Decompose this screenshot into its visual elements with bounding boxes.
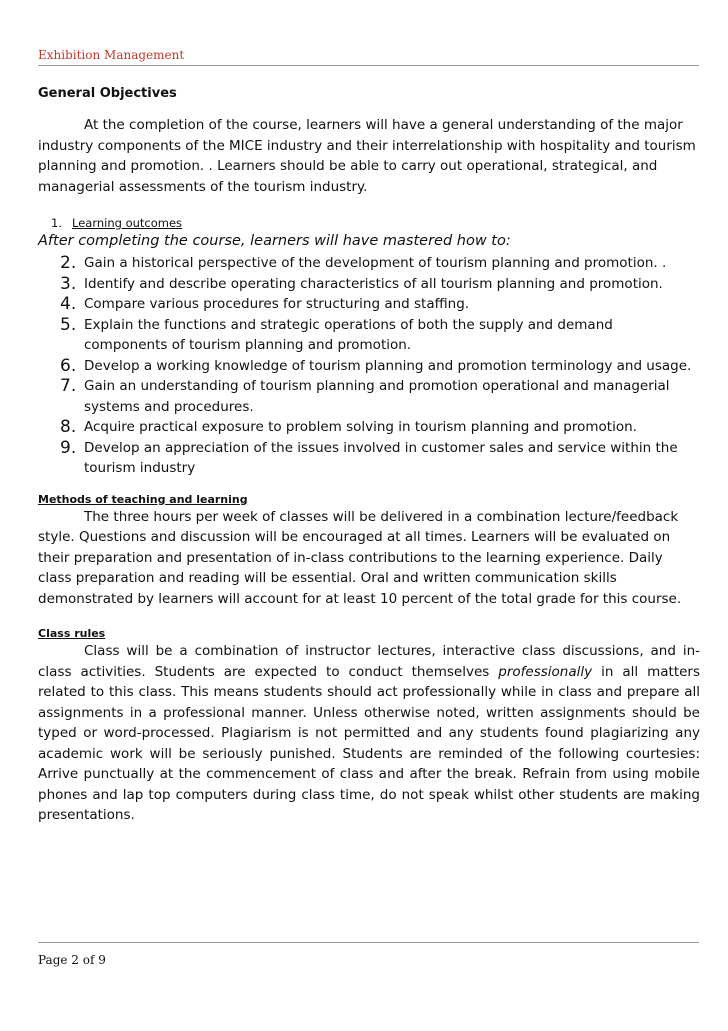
list-item-text: Explain the functions and strategic operations of both the supply and demand components of tourism planning and promotion. [84,316,613,353]
methods-heading: Methods of teaching and learning [38,492,248,506]
list-item-text: Develop a working knowledge of tourism planning and promotion terminology and usage. [84,357,692,374]
list-item-number: 9. [60,437,77,458]
list-item-number: 7. [60,376,77,396]
learning-outcomes-label: Learning outcomes [72,216,183,230]
list-item-text: Identify and describe operating characteristics of all tourism planning and promotion. [84,275,663,292]
list-item-text: Compare various procedures for structuring and staffing. [84,296,470,312]
list-item [38,315,700,356]
list-item [38,253,700,274]
page-number: Page 2 of 9 [38,953,106,967]
page-header [38,44,699,66]
list-item-number: 3. [60,273,77,294]
list-item [38,274,700,295]
class-rules-text-end: in all matters related to this class. This means students should act professionally while in class and prepare all assignments in a professional manner. Unless otherwise noted, written assignments should be typed or word-processed. Plagiarism is not permitted and any students found plagiarizing any academic work will be seriously punished. Students are reminded of the following courtesies: Arrive punctually at the commencement of class and after the break. Refrain from using mobile phones and lap top computers during class time, do not speak whilst other students are making presentations. [38,663,700,823]
methods-text: The three hours per week of classes will be delivered in a combination lecture/feedback style. Questions and discussion will be encouraged at all times. Learners will be evaluated on their preparation and presentation of in-class contributions to the learning experience. Daily class preparation and reading will be essential. Oral and written communication skills demonstrated by learners will account for at least 10 percent of the total grade for this course. [38,508,682,607]
page-content [38,86,700,826]
list-item-number: 4. [60,294,77,314]
list-item [38,417,700,438]
learning-outcomes-number: 1. [51,216,62,230]
learning-outcomes-intro: After completing the course, learners will have mastered how to: [38,233,511,249]
class-rules-emphasis: professionally [498,663,593,680]
class-rules-heading: Class rules [38,627,106,640]
general-objectives-text: At the completion of the course, learners will have a general understanding of the major industry components of the MICE industry and their interrelationship with hospitality and tourism planning and promotion. . Learners should be able to carry out operational, strategical, and managerial assessments of the tourism industry. [38,117,696,195]
page-footer [38,942,699,968]
list-item-number: 6. [60,355,77,376]
class-rules-text [38,641,700,826]
list-item-text: Gain an understanding of tourism planning and promotion operational and managerial systems and procedures. [84,378,670,415]
list-item-number: 2. [60,253,77,273]
list-item-text: Acquire practical exposure to problem solving in tourism planning and promotion. [84,419,637,435]
list-item [38,376,700,417]
class-rules-text-start: Class will be a combination of instructor lectures, interactive class discussions, and in-class activities. Students are expected to conduct themselves [38,643,700,680]
list-item [38,438,700,479]
learning-outcomes-heading [38,215,700,231]
learning-outcomes-list [38,253,700,479]
list-item [38,294,700,315]
list-item-text: Gain a historical perspective of the development of tourism planning and promotion. . [84,255,667,271]
list-item-text: Develop an appreciation of the issues involved in customer sales and service within the tourism industry [84,439,678,476]
general-objectives-heading: General Objectives [38,86,177,101]
list-item-number: 8. [60,417,77,437]
list-item [38,356,700,377]
header-title: Exhibition Management [38,48,185,62]
list-item-number: 5. [60,314,77,335]
